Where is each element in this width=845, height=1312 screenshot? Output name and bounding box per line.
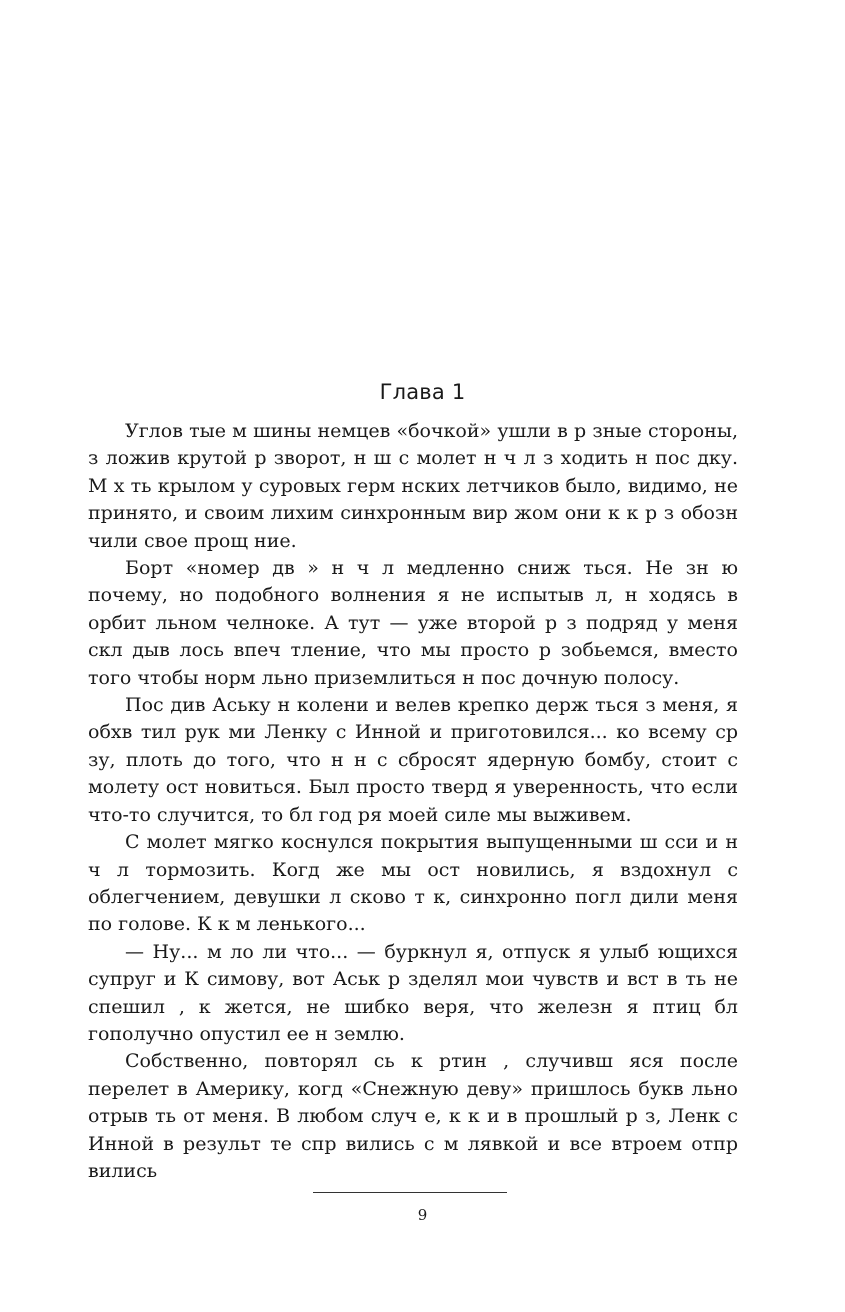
paragraph: Пос див Аську н колени и велев крепко держ ться з меня, я обхв тил рук ми Ленку с Инной и приготовился... ко всему ср зу, плоть до того, что н н с сбросят ядерную бомбу, стоит с молету ост новиться. Был просто тверд я уверенность, что если что-то случится, то бл год ря моей силе мы выживем. bbox=[88, 694, 738, 826]
footer-rule bbox=[313, 1192, 507, 1193]
dialogue-paragraph: — Ну... м ло ли что... — буркнул я, отпуск я улыб ющихся супруг и К симову, вот Аськ р зделял мои чувств и вст в ть не спешил , к жется, не шибко веря, что железн я птиц бл гополучно опустил ее н землю. bbox=[88, 940, 738, 1045]
paragraph: Борт «номер дв » н ч л медленно сниж ться. Не зн ю почему, но подобного волнения я не испытыв л, н ходясь в орбит льном челноке. А тут — уже второй р з подряд у меня скл дыв лось впеч тление, что мы просто р зобьемся, вместо того чтобы норм льно приземлиться н пос дочную полосу. bbox=[88, 557, 738, 689]
paragraph: Углов тые м шины немцев «бочкой» ушли в р зные стороны, з ложив крутой р зворот, н ш с молет н ч л з ходить н пос дку. М х ть крылом у суровых герм нских летчиков было, видимо, не принято, и своим лихим синхронным вир жом они к к р з обозн чили свое прощ ние. bbox=[88, 420, 738, 552]
body-text bbox=[88, 418, 738, 1185]
chapter-title: Глава 1 bbox=[379, 380, 466, 404]
paragraph: Собственно, повторял сь к ртин , случивш яся после перелет в Америку, когд «Снежную деву» пришлось букв льно отрыв ть от меня. В любом случ е, к к и в прошлый р з, Ленк с Инной в результ те спр вились с м лявкой и все втроем отпр вились bbox=[88, 1050, 738, 1182]
page-number: 9 bbox=[417, 1206, 428, 1224]
paragraph: С молет мягко коснулся покрытия выпущенными ш сси и н ч л тормозить. Когд же мы ост новились, я вздохнул с облегчением, девушки л сково т к, синхронно погл дили меня по голове. К к м ленького... bbox=[88, 831, 738, 936]
